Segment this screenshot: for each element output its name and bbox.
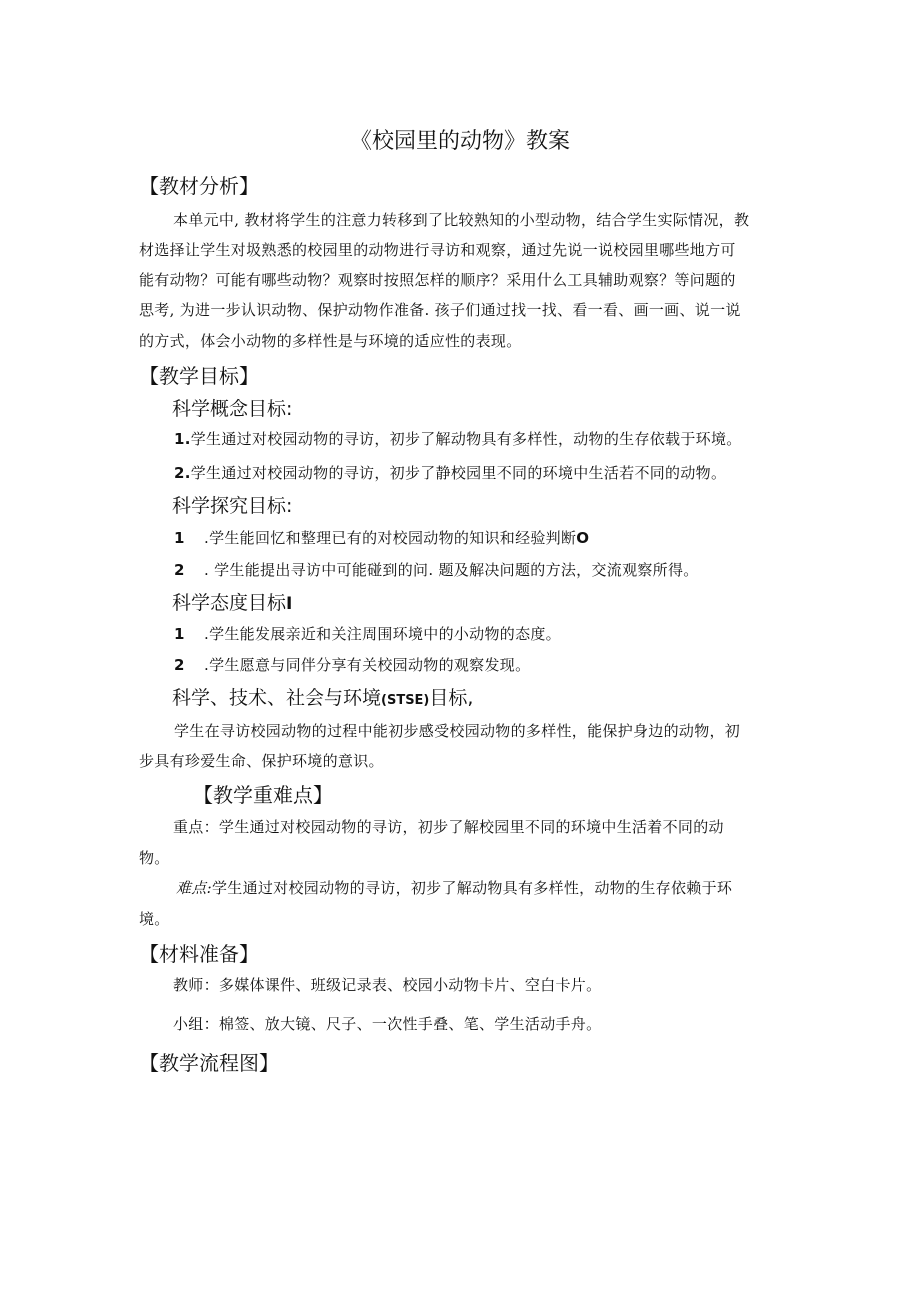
inquiry-item-1-suffix: O (576, 529, 590, 547)
analysis-line-3: 能有动物？可能有哪些动物？观察时按照怎样的顺序？采用什么工具辅助观察？等问题的 (139, 271, 736, 289)
difficult-point-label: 难点: (176, 879, 212, 897)
stse-subheading-pre: 科学、技术、社会与环境 (172, 687, 382, 709)
concept-item-1 (174, 429, 742, 449)
stse-subheading-post: 目标, (429, 687, 474, 709)
attitude-subheading-suffix: I (286, 594, 293, 614)
concept-item-2-number: 2. (174, 464, 191, 482)
analysis-line-5: 的方式，体会小动物的多样性是与环境的适应性的表现。 (139, 332, 522, 350)
attitude-item-2-number: 2 (174, 656, 185, 674)
stse-line-1: 学生在寻访校园动物的过程中能初步感受校园动物的多样性，能保护身边的动物，初 (174, 722, 741, 740)
flowchart-heading: 【教学流程图】 (139, 1051, 279, 1075)
concept-item-1-text: 学生通过对校园动物的寻访，初步了解动物具有多样性，动物的生存依载于环境。 (190, 430, 742, 448)
attitude-item-2 (174, 655, 530, 675)
analysis-line-4: 思考, 为进一步认识动物、保护动物作准备. 孩子们通过找一找、看一看、画一画、说一说 (139, 301, 741, 319)
concept-item-2-text: 学生通过对校园动物的寻访，初步了静校园里不同的环境中生活若不同的动物。 (190, 464, 727, 482)
inquiry-item-1-number: 1 (174, 529, 185, 547)
key-points-heading: 【教学重难点】 (193, 783, 333, 807)
inquiry-item-2-text: . 学生能提出寻访中可能碰到的问. 题及解决问题的方法，交流观察所得。 (204, 561, 699, 579)
attitude-item-1 (174, 624, 561, 644)
inquiry-subheading: 科学探究目标: (172, 495, 293, 517)
materials-group: 小组：棉签、放大镜、尺子、一次性手叠、笔、学生活动手舟。 (173, 1015, 602, 1033)
inquiry-item-1 (174, 528, 589, 548)
stse-subheading (172, 685, 473, 714)
concept-item-1-number: 1. (174, 430, 191, 448)
analysis-line-2: 材选择让学生对圾熟悉的校园里的动物进行寻访和观察，通过先说一说校园里哪些地方可 (139, 241, 736, 259)
stse-subheading-abbr: (STSE) (381, 693, 430, 708)
analysis-line-1: 本单元中, 教材将学生的注意力转移到了比较熟知的小型动物，结合学生实际情况，教 (173, 211, 750, 229)
analysis-heading: 【教材分析】 (139, 174, 259, 198)
attitude-item-1-text: .学生能发展亲近和关注周围环境中的小动物的态度。 (204, 625, 561, 643)
objectives-heading: 【教学目标】 (139, 364, 259, 388)
concept-item-2 (174, 463, 726, 483)
inquiry-item-2-number: 2 (174, 561, 185, 579)
difficult-point-line-1 (176, 878, 732, 898)
attitude-item-1-number: 1 (174, 625, 185, 643)
materials-heading: 【材料准备】 (139, 942, 259, 966)
materials-teacher: 教师：多媒体课件、班级记录表、校园小动物卡片、空白卡片。 (173, 976, 602, 994)
key-point-line-2: 物。 (139, 849, 170, 867)
concept-subheading: 科学概念目标: (172, 398, 293, 420)
key-point-line-1: 重点：学生通过对校园动物的寻访，初步了解校园里不同的环境中生活着不同的动 (173, 818, 724, 836)
inquiry-item-1-text: .学生能回忆和整理已有的对校园动物的知识和经验判断 (204, 529, 577, 547)
stse-line-2: 步具有珍爱生命、保护环境的意识。 (139, 752, 384, 770)
inquiry-item-2 (174, 560, 699, 580)
difficult-point-text: 学生通过对校园动物的寻访，初步了解动物具有多样性，动物的生存依赖于环 (211, 879, 733, 897)
attitude-item-2-text: .学生愿意与同伴分享有关校园动物的观察发现。 (204, 656, 531, 674)
document-title: 《校园里的动物》教案 (349, 129, 570, 154)
attitude-subheading (172, 590, 292, 617)
attitude-subheading-text: 科学态度目标 (172, 592, 287, 614)
difficult-point-line-2: 境。 (139, 910, 170, 928)
